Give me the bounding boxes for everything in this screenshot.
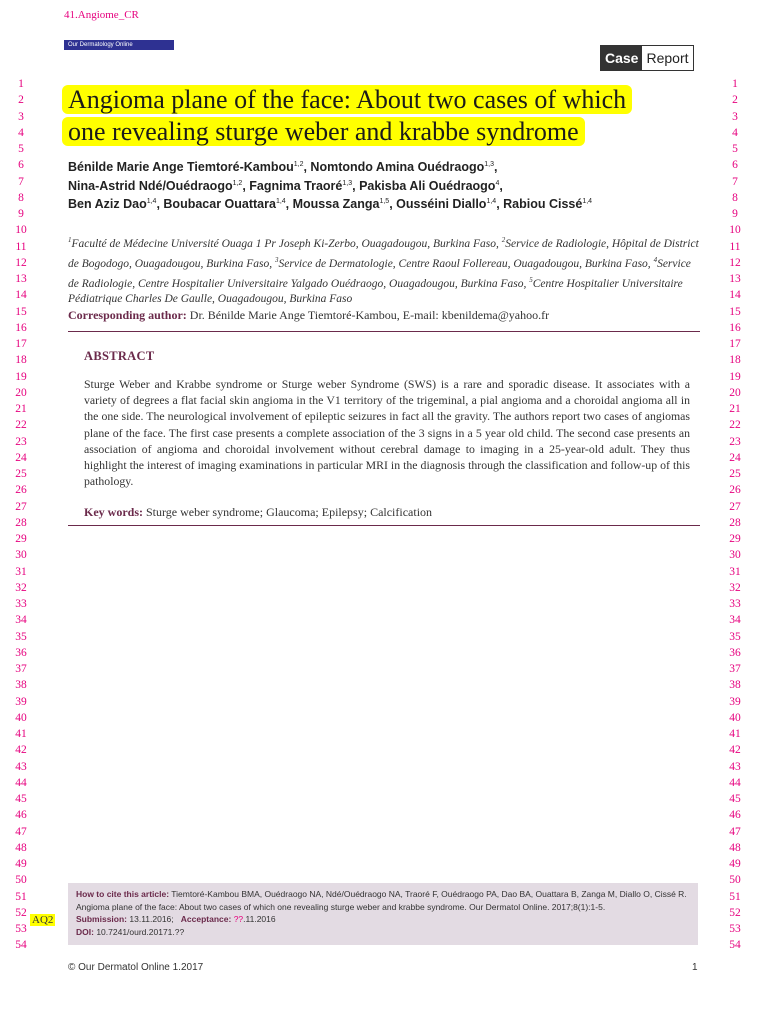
line-number: 45 — [729, 793, 741, 805]
line-number: 9 — [18, 208, 24, 220]
author-affiliation-number: 1,2 — [232, 179, 243, 187]
line-numbers-left — [6, 76, 36, 954]
affiliation-number: 5 — [529, 275, 533, 284]
line-number: 10 — [15, 224, 27, 237]
author — [503, 197, 592, 211]
line-number: 21 — [729, 403, 741, 415]
line-number: 21 — [15, 403, 27, 415]
line-number: 39 — [15, 695, 27, 708]
line-number: 29 — [729, 533, 741, 545]
author-name: Bénilde Marie Ange Tiemtoré-Kambou — [68, 160, 294, 175]
line-number: 49 — [729, 858, 741, 870]
line-number: 19 — [729, 370, 741, 383]
line-number: 46 — [729, 809, 741, 822]
line-number: 46 — [15, 809, 27, 822]
author-affiliation-number: 1,3 — [484, 161, 494, 168]
author-separator: , — [494, 160, 498, 175]
line-number: 14 — [15, 289, 27, 302]
line-number: 51 — [15, 890, 27, 903]
author-name: Nomtondo Amina Ouédraogo — [310, 160, 485, 175]
doi-line — [76, 926, 690, 939]
line-number: 42 — [729, 744, 741, 757]
doi-label: DOI: — [76, 926, 94, 937]
author — [68, 160, 310, 174]
line-number: 1 — [18, 78, 24, 90]
line-number: 36 — [729, 646, 741, 659]
citation-line — [76, 888, 690, 913]
line-number: 44 — [15, 776, 27, 789]
author-affiliation-number: 1,3 — [342, 179, 353, 187]
line-number: 54 — [15, 939, 27, 952]
affiliation-number: 4 — [653, 255, 658, 264]
abstract-heading: ABSTRACT — [84, 349, 155, 363]
line-number: 19 — [15, 370, 27, 383]
affiliation-text: Centre Hospitalier Universitaire Pédiatrique Charles De Gaulle, Ouagadougou, Burkina Faso — [68, 277, 683, 306]
author-separator: , — [499, 178, 503, 193]
line-number: 33 — [729, 598, 741, 610]
line-number: 28 — [729, 516, 741, 529]
author-separator: , — [496, 197, 504, 212]
line-number: 43 — [729, 760, 741, 773]
corresponding-label: Corresponding author: — [68, 308, 187, 322]
cite-label: How to cite this article: — [76, 889, 170, 899]
author — [310, 160, 497, 174]
line-number: 5 — [18, 143, 24, 155]
line-number: 2 — [732, 94, 738, 107]
affiliation-number: 2 — [501, 236, 506, 244]
line-number: 41 — [729, 728, 741, 740]
abstract-text: Sturge Weber and Krabbe syndrome or Sturge weber Syndrome (SWS) is a rare and sporadic disease. It associates with a variety of degrees a flat facial skin angioma in the V1 territory of the trigeminal, a pial angioma and a choroidal angioma all in the one side. The neurological involvement of epileptic seizures in fact all the gravity. The authors report two cases of angiomas plane of the face. The first case presents a complete association of the 3 signs in a 5 year old child. The second case presents an association of angioma and choroidal involvement without cerebral damage to imaging in a 25-year-old adult. They thus highlight the interest of imaging examinations in particular MRI in the diagnosis through the classification and follow-up of this pathology. — [84, 377, 690, 489]
line-number: 38 — [15, 679, 27, 692]
line-number: 3 — [18, 110, 24, 123]
line-number: 31 — [15, 565, 27, 578]
line-number: 12 — [15, 256, 27, 269]
author-separator: , — [352, 178, 360, 193]
affiliation-text: Service de Radiologie, Hôpital de District de Bogodogo, Ouagadougou, Burkina Faso, — [68, 237, 699, 270]
line-number: 39 — [729, 695, 741, 708]
affiliation-text: Faculté de Médecine Université Ouaga 1 Pr Joseph Ki-Zerbo, Ouagadougou, Burkina Faso, — [71, 237, 502, 250]
acceptance-value: .11.2016 — [243, 914, 276, 924]
author-separator: , — [242, 178, 250, 193]
line-numbers-right — [720, 76, 750, 954]
line-number: 26 — [729, 484, 741, 497]
author — [396, 197, 503, 211]
line-number: 6 — [18, 159, 24, 172]
affiliation-number: 1 — [68, 236, 72, 244]
submission-value: 13.11.2016; — [127, 914, 174, 924]
line-number: 50 — [15, 874, 27, 887]
author — [359, 179, 503, 193]
author-separator: , — [389, 197, 397, 212]
affiliation-number: 3 — [274, 255, 279, 264]
line-number: 26 — [15, 484, 27, 497]
doi-value: 10.7241/ourd.20171.?? — [93, 926, 185, 937]
file-label: 41.Angiome_CR — [64, 9, 139, 21]
line-number: 4 — [732, 126, 738, 139]
citation-box — [68, 883, 698, 945]
line-number: 7 — [732, 175, 738, 188]
keywords-text: Sturge weber syndrome; Glaucoma; Epilepsy; Calcification — [143, 505, 433, 519]
article-type-part1: Case — [601, 46, 642, 70]
article-type-badge — [600, 45, 694, 71]
line-number: 52 — [15, 906, 27, 919]
divider-top — [68, 331, 700, 332]
line-number: 28 — [15, 516, 27, 529]
acceptance-marker: ?? — [233, 914, 244, 924]
line-number: 25 — [729, 468, 741, 480]
line-number: 41 — [15, 728, 27, 740]
keywords-label: Key words: — [84, 505, 143, 519]
line-number: 34 — [729, 614, 741, 627]
corresponding-text: Dr. Bénilde Marie Ange Tiemtoré-Kambou, E-mail: kbenildema@yahoo.fr — [186, 308, 550, 322]
author-separator: , — [156, 197, 164, 212]
author — [293, 197, 397, 211]
author-name: Moussa Zanga — [292, 197, 380, 212]
title-line-1: Angioma plane of the face: About two cases of which — [62, 85, 632, 114]
footer-copyright: © Our Dermatol Online 1.2017 — [68, 962, 204, 973]
line-number: 20 — [15, 386, 27, 399]
author-separator: , — [303, 160, 311, 175]
author-name: Ousséini Diallo — [396, 197, 487, 212]
divider-bottom — [68, 525, 700, 526]
line-number: 30 — [729, 549, 741, 562]
affiliations — [68, 232, 704, 307]
author-affiliation-number: 1,4 — [146, 198, 157, 206]
line-number: 7 — [18, 175, 24, 188]
author-affiliation-number: 4 — [495, 179, 500, 187]
line-number: 51 — [729, 890, 741, 903]
footer-page-number: 1 — [692, 962, 698, 973]
line-number: 34 — [15, 614, 27, 627]
line-number: 16 — [729, 321, 741, 334]
line-number: 12 — [729, 256, 741, 269]
acceptance-label: Acceptance: — [180, 914, 232, 924]
line-number: 40 — [729, 711, 741, 724]
line-number: 9 — [732, 208, 738, 220]
line-number: 50 — [729, 874, 741, 887]
line-number: 13 — [15, 273, 27, 285]
line-number: 15 — [729, 305, 741, 318]
line-number: 14 — [729, 289, 741, 302]
line-number: 47 — [15, 825, 27, 838]
line-number: 36 — [15, 646, 27, 659]
article-type-part2: Report — [646, 50, 689, 66]
title-line-2: one revealing sturge weber and krabbe syndrome — [62, 117, 585, 146]
line-number: 4 — [18, 126, 24, 139]
author-name: Boubacar Ouattara — [163, 197, 276, 212]
submission-label: Submission: — [76, 914, 128, 924]
author-separator: , — [285, 197, 293, 212]
line-number: 32 — [15, 581, 27, 594]
line-number: 29 — [15, 533, 27, 545]
line-number: 44 — [729, 776, 741, 789]
line-number: 25 — [15, 468, 27, 480]
line-number: 37 — [15, 663, 27, 675]
line-number: 30 — [15, 549, 27, 562]
line-number: 8 — [732, 191, 738, 204]
line-number: 38 — [729, 679, 741, 692]
author-name: Ben Aziz Dao — [68, 197, 147, 212]
author-name: Fagnima Traoré — [249, 178, 343, 193]
line-number: 43 — [15, 760, 27, 773]
line-number: 24 — [15, 451, 27, 464]
line-number: 31 — [729, 565, 741, 578]
line-number: 42 — [15, 744, 27, 757]
author-name: Pakisba Ali Ouédraogo — [359, 178, 496, 193]
line-number: 13 — [729, 273, 741, 285]
line-number: 35 — [729, 630, 741, 643]
line-number: 20 — [729, 386, 741, 399]
line-number: 5 — [732, 143, 738, 155]
line-number: 1 — [732, 78, 738, 90]
line-number: 47 — [729, 825, 741, 838]
line-number: 22 — [729, 419, 741, 432]
author-affiliation-number: 1,4 — [582, 198, 593, 206]
author-affiliation-number: 1,4 — [275, 198, 286, 206]
line-number: 6 — [732, 159, 738, 172]
line-number: 8 — [18, 191, 24, 204]
journal-name-bar: Our Dermatology Online — [64, 40, 174, 50]
line-number: 3 — [732, 110, 738, 123]
line-number: 11 — [729, 240, 741, 253]
corresponding-author — [68, 308, 704, 323]
author-query-marker[interactable]: AQ2 — [32, 914, 54, 926]
affiliation-text: Service de Radiologie, Centre Hospitalier Universitaire Yalgado Ouédraogo, Ouagadougou, Burkina Faso, — [68, 257, 691, 290]
line-number: 18 — [729, 354, 741, 367]
article-title — [62, 84, 702, 148]
line-number: 53 — [15, 923, 27, 935]
author — [68, 197, 163, 211]
affiliation-text: Service de Dermatologie, Centre Raoul Follereau, Ouagadougou, Burkina Faso, — [278, 257, 654, 270]
author-name: Nina-Astrid Ndé/Ouédraogo — [68, 178, 233, 193]
line-number: 40 — [15, 711, 27, 724]
line-number: 37 — [729, 663, 741, 675]
line-number: 48 — [15, 841, 27, 854]
line-number: 52 — [729, 906, 741, 919]
author-name: Rabiou Cissé — [503, 197, 583, 212]
line-number: 23 — [15, 435, 27, 448]
line-number: 16 — [15, 321, 27, 334]
line-number: 15 — [15, 305, 27, 318]
line-number: 48 — [729, 841, 741, 854]
cite-text: Tiemtoré-Kambou BMA, Ouédraogo NA, Ndé/Ouédraogo NA, Traoré F, Ouédraogo PA, Dao BA, Ouattara B, Zanga M, Diallo O, Cissé R. Angioma plane of the face: About two cases of which one revealing sturge weber and krabbe syndrome. Our Dermatol Online. 2017;8(1):1-5. — [76, 889, 687, 912]
line-number: 24 — [729, 451, 741, 464]
line-number: 17 — [15, 338, 27, 350]
author-affiliation-number: 1,4 — [486, 198, 497, 206]
line-number: 10 — [729, 224, 741, 237]
line-number: 23 — [729, 435, 741, 448]
author-affiliation-number: 1,2 — [293, 161, 304, 168]
line-number: 33 — [15, 598, 27, 610]
line-number: 22 — [15, 419, 27, 432]
line-number: 17 — [729, 338, 741, 350]
line-number: 27 — [15, 500, 27, 513]
line-number: 11 — [15, 240, 27, 253]
line-number: 2 — [18, 94, 24, 107]
line-number: 45 — [15, 793, 27, 805]
author — [249, 179, 359, 193]
line-number: 54 — [729, 939, 741, 952]
keywords — [84, 505, 690, 520]
author-affiliation-number: 1,5 — [379, 198, 390, 206]
dates-line — [76, 913, 690, 926]
line-number: 35 — [15, 630, 27, 643]
line-number: 32 — [729, 581, 741, 594]
line-number: 18 — [15, 354, 27, 367]
line-number: 53 — [729, 923, 741, 935]
author — [163, 197, 292, 211]
author-list — [68, 157, 708, 213]
author — [68, 179, 249, 193]
line-number: 27 — [729, 500, 741, 513]
line-number: 49 — [15, 858, 27, 870]
